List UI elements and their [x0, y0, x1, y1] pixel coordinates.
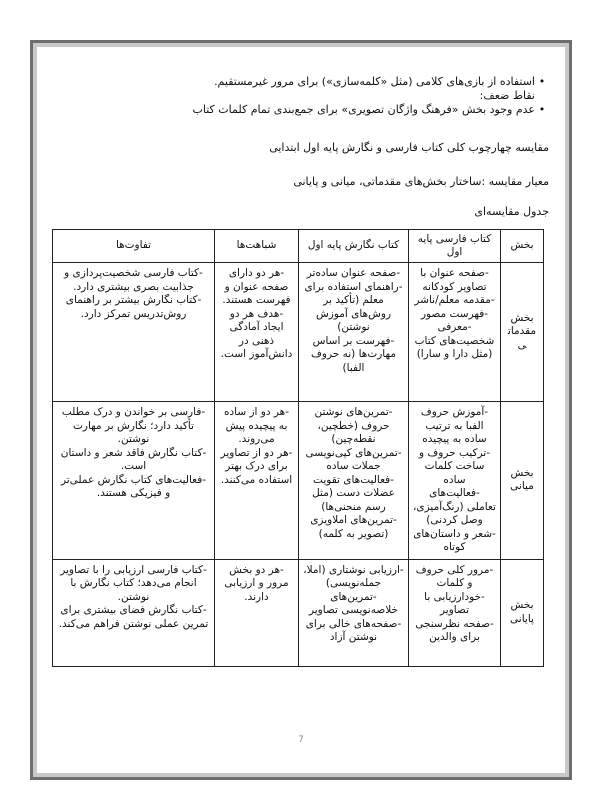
cell-negaresh: [299, 263, 409, 402]
bullet-item: [59, 75, 549, 89]
cell-line: -تمرین‌های کپی‌نویسی جملات ساده: [305, 446, 402, 472]
header-cell-similarities: شباهت‌ها: [215, 230, 299, 263]
header-cell-farsi: کتاب فارسی پایه اول: [409, 230, 501, 263]
cell-line: -هر دو دارای صفحه عنوان و فهرست هستند.: [222, 267, 291, 306]
table-header-row: [53, 230, 544, 263]
bullet-text: عدم وجود بخش «فرهنگ واژگان تصویری» برای جمع‌بندی تمام کلمات کتاب: [192, 103, 535, 116]
row-label-cell: بخش پایانی: [501, 559, 544, 666]
bullet-dot-icon: •: [538, 75, 546, 88]
header-cell-differences: تفاوت‌ها: [53, 230, 215, 263]
cell-farsi: [409, 263, 501, 402]
cell-line: -هدف هر دو ایجاد آمادگی ذهنی در دانش‌آموز است.: [220, 307, 293, 360]
cell-line: -فهرست مصور: [420, 307, 489, 320]
comparison-title: مقایسه چهارچوب کلی کتاب فارسی و نگارش پایه اول ابتدایی: [269, 141, 549, 154]
bullet-dot-icon: •: [538, 103, 546, 116]
cell-line: -شعر و داستان‌های کوتاه: [413, 527, 496, 553]
cell-line: -آموزش حروف الفبا به ترتیب ساده به پیچیده: [420, 406, 489, 445]
weaknesses-heading: نقاط ضعف:: [479, 89, 535, 102]
table-row: [53, 402, 544, 560]
cell-negaresh: [299, 559, 409, 666]
cell-farsi: [409, 559, 501, 666]
cell-line: -صفحه عنوان ساده‌تر: [306, 267, 401, 279]
comparison-table: [52, 229, 544, 667]
cell-line: -معرفی شخصیت‌های کتاب (مثل دارا و سارا): [414, 321, 495, 360]
header-cell-section: بخش: [501, 230, 544, 263]
cell-line: -کتاب نگارش بیشتر بر راهنمای روش‌تدریس تمرکز دارد.: [65, 294, 202, 320]
bullet-item: [59, 103, 549, 117]
cell-line: -فعالیت‌های کتاب نگارش عملی‌تر و فیزیکی هستند.: [60, 473, 207, 499]
cell-line: -فعالیت‌های تقویت عضلات دست (مثل رسم منحنی‌ها): [312, 473, 395, 513]
cell-line: -صفحه‌های خالی برای نوشتن آزاد: [305, 617, 402, 643]
cell-line: -هر دو بخش مرور و ارزیابی دارند.: [224, 563, 289, 603]
cell-line: -راهنمای استفاده برای معلم (تأکید بر روش‌های آموزش نوشتن): [304, 280, 403, 333]
document-page: [37, 47, 565, 773]
table-row: [53, 559, 544, 666]
cell-line: -تمرین‌های نوشتن حروف (خطچین، نقطه‌چین): [314, 406, 393, 445]
cell-line: -هر دو از ساده به پیچیده پیش می‌روند.: [223, 406, 290, 445]
header-cell-negaresh: کتاب نگارش پایه اول: [299, 230, 409, 263]
cell-line: -صفحه عنوان با تصاویر کودکانه: [420, 267, 489, 293]
cell-line: -کتاب فارسی شخصیت‌پردازی و جذابیت بصری بیشتری دارد.: [64, 267, 203, 293]
cell-line: -خودارزیابی با تصاویر: [424, 590, 485, 616]
table-row: [53, 263, 544, 402]
cell-line: -مرور کلی حروف و کلمات: [415, 563, 494, 589]
cell-line: -مقدمه معلم/ناشر: [414, 294, 495, 306]
cell-line: -صفحه نظرسنجی برای والدین: [415, 617, 494, 643]
cell-negaresh: [299, 402, 409, 560]
cell-line: -کتاب فارسی ارزیابی را با تصاویر انجام می‌دهد؛ کتاب نگارش با نوشتن.: [60, 563, 207, 603]
cell-farsi: [409, 402, 501, 560]
cell-line: -فارسی بر خواندن و درک مطلب تأکید دارد؛ نگارش بر مهارت نوشتن.: [61, 406, 206, 445]
cell-line: -هر دو از تصاویر برای درک بهتر استفاده می‌کنند.: [220, 446, 293, 486]
cell-similarities: [215, 402, 299, 560]
table-caption: جدول مقایسه‌ای: [474, 205, 549, 218]
bullet-list: [59, 75, 549, 117]
cell-line: -کتاب نگارش فضای بیشتری برای تمرین عملی نوشتن فراهم می‌کند.: [58, 604, 209, 630]
cell-line: -تمرین‌های املاویزی (تصویر به کلمه): [310, 514, 397, 540]
cell-similarities: [215, 559, 299, 666]
row-label-cell: بخش مقدماتی: [501, 263, 544, 402]
cell-line: -فهرست بر اساس مهارت‌ها (نه حروف الفبا): [311, 334, 396, 374]
cell-line: -تمرین‌های خلاصه‌نویسی تصاویر: [308, 590, 399, 616]
row-label-cell: بخش میانی: [501, 402, 544, 560]
cell-similarities: [215, 263, 299, 402]
page-number: 7: [298, 735, 304, 745]
cell-line: -ارزیابی نوشتاری (املا، جمله‌نویسی): [303, 563, 404, 589]
comparison-criterion: معیار مقایسه :ساختار بخش‌های مقدماتی، میانی و پایانی: [293, 175, 549, 188]
cell-differences: [53, 263, 215, 402]
cell-line: -ترکیب حروف و ساخت کلمات ساده: [419, 446, 490, 486]
cell-line: -فعالیت‌های تعاملی (رنگ‌آمیزی، وصل کردنی): [413, 487, 496, 526]
bullet-text: استفاده از بازی‌های کلامی (مثل «کلمه‌سازی») برای مرور غیرمستقیم.: [214, 75, 535, 88]
cell-differences: [53, 559, 215, 666]
cell-line: -کتاب نگارش فاقد شعر و داستان است.: [60, 446, 207, 472]
cell-differences: [53, 402, 215, 560]
